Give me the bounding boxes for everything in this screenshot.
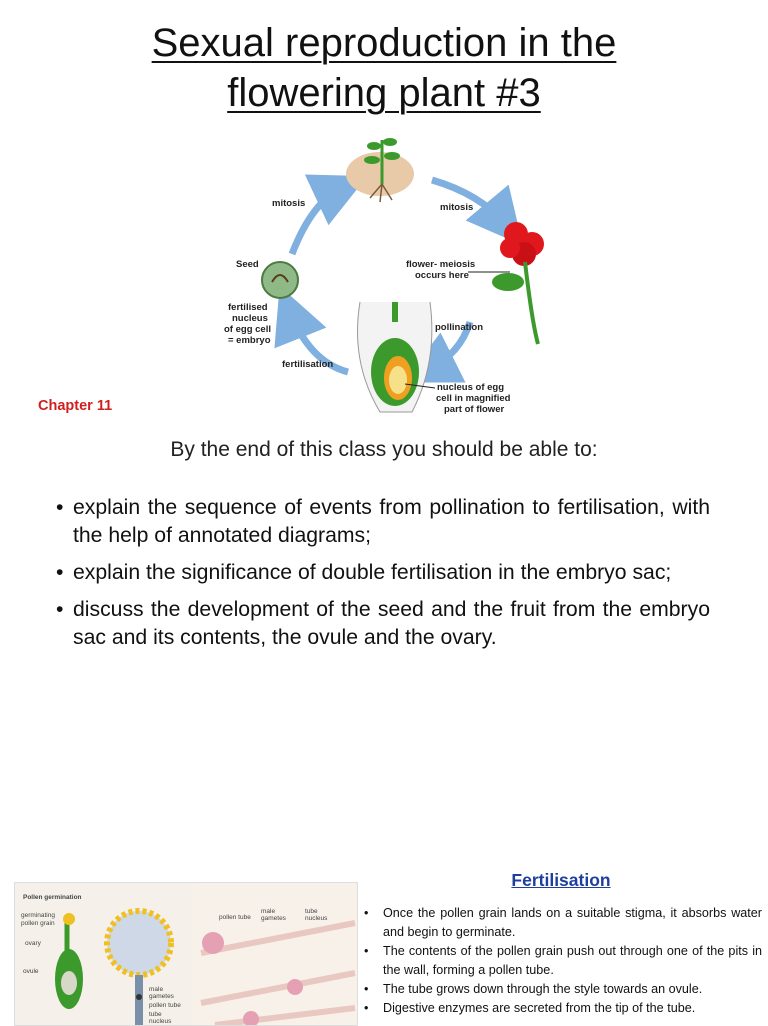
pollen-figure-title: Pollen germination (23, 894, 82, 901)
title-line-1: Sexual reproduction in the (151, 21, 617, 65)
label-pollination: pollination (435, 322, 484, 333)
label-fertilised-1: fertilised (228, 302, 268, 313)
seed-icon (262, 262, 298, 298)
fertilisation-list (364, 904, 762, 1018)
label-ovary: ovary (25, 940, 41, 947)
label-pollen-tube-right: pollen tube (219, 914, 251, 921)
fertilisation-item: • The contents of the pollen grain push out through one of the pits in the wall, forming a pollen tube. (364, 942, 762, 980)
pollen-germination-illustration (15, 883, 357, 1025)
label-nucleus-3: part of flower (444, 404, 505, 415)
label-pollen-tube-left: pollen tube (149, 1002, 181, 1009)
label-flower-2: occurs here (415, 270, 469, 281)
fertilisation-heading-text: Fertilisation (511, 870, 611, 890)
title-line-2: flowering plant #3 (227, 71, 541, 115)
fertilisation-item: • Once the pollen grain lands on a suitable stigma, it absorbs water and begin to germinate. (364, 904, 762, 942)
label-fertilisation: fertilisation (282, 359, 334, 370)
objectives-heading: By the end of this class you should be able to: (170, 438, 598, 461)
label-male-gametes-right-2: gametes (261, 915, 286, 922)
label-tube-right: tube (305, 908, 318, 915)
objective-item: • explain the sequence of events from pollination to fertilisation, with the help of annotated diagrams; (56, 494, 710, 550)
label-mitosis-left: mitosis (272, 198, 306, 209)
label-fertilised-2: nucleus (232, 313, 268, 324)
ovary-icon (358, 302, 432, 412)
objective-item: • discuss the development of the seed and the fruit from the embryo sac and its contents, the ovule and the ovary. (56, 596, 710, 652)
label-male-gametes-left-2: gametes (149, 993, 174, 1000)
objectives-list (56, 494, 710, 661)
label-male-gametes-right: male (261, 908, 276, 915)
label-fertilised-3: of egg cell (224, 324, 271, 335)
fertilisation-item: • The tube grows down through the style towards an ovule. (364, 980, 762, 999)
label-germinating: germinating (21, 912, 55, 919)
label-flower-1: flower- meiosis (406, 259, 476, 270)
label-tube-left: tube (149, 1011, 162, 1018)
label-nucleus-1: nucleus of egg (437, 382, 505, 393)
life-cycle-diagram (220, 122, 560, 420)
label-male-gametes-left: male (149, 986, 164, 993)
label-ovule: ovule (23, 968, 39, 975)
label-nucleus-right: nucleus (305, 915, 328, 922)
label-mitosis-right: mitosis (440, 202, 474, 213)
label-pollen-grain: pollen grain (21, 920, 55, 927)
flower-icon (492, 222, 544, 344)
objective-item: • explain the significance of double fertilisation in the embryo sac; (56, 559, 710, 587)
label-nucleus-2: cell in magnified (436, 393, 511, 404)
fertilisation-item: • Digestive enzymes are secreted from the tip of the tube. (364, 999, 762, 1018)
label-nucleus-left: nucleus (149, 1018, 172, 1025)
chapter-label: Chapter 11 (38, 398, 113, 414)
fertilisation-heading (360, 870, 762, 891)
seedling-icon (346, 138, 414, 202)
label-fertilised-4: = embryo (228, 335, 271, 346)
pollen-germination-figure (14, 882, 358, 1026)
label-seed: Seed (236, 259, 259, 270)
page-title (0, 18, 768, 118)
